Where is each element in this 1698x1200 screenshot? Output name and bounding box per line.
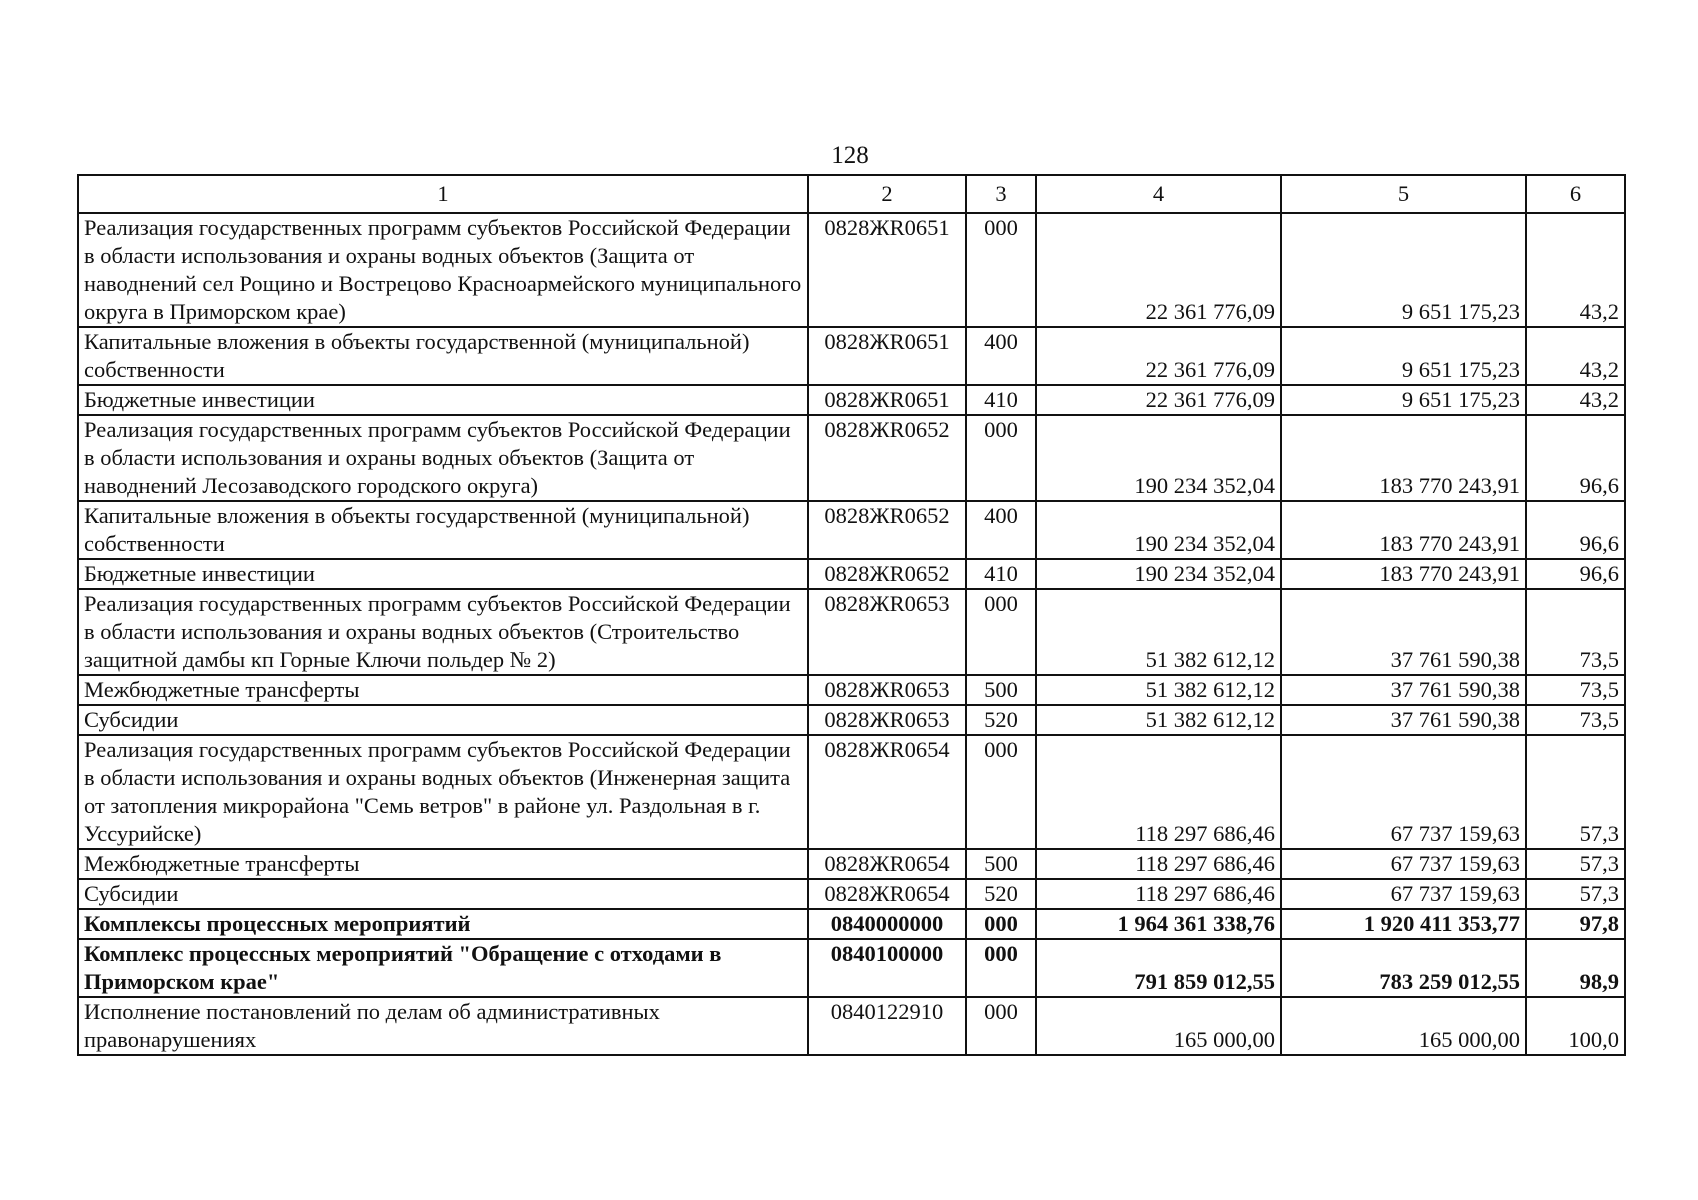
expense-type-code-cell: 520 bbox=[966, 705, 1036, 735]
target-article-code-cell: 0828ЖR0653 bbox=[808, 589, 966, 675]
expense-type-code-cell: 410 bbox=[966, 385, 1036, 415]
executed-amount-cell: 67 737 159,63 bbox=[1281, 849, 1526, 879]
execution-percent-cell: 57,3 bbox=[1526, 849, 1625, 879]
target-article-code-cell: 0828ЖR0651 bbox=[808, 213, 966, 327]
target-article-code-cell: 0840122910 bbox=[808, 997, 966, 1055]
executed-amount-cell: 67 737 159,63 bbox=[1281, 735, 1526, 849]
target-article-code-cell: 0828ЖR0652 bbox=[808, 415, 966, 501]
expense-type-code-cell: 520 bbox=[966, 879, 1036, 909]
executed-amount-cell: 1 920 411 353,77 bbox=[1281, 909, 1526, 939]
row-name-cell: Субсидии bbox=[78, 879, 808, 909]
target-article-code-cell: 0828ЖR0653 bbox=[808, 705, 966, 735]
execution-percent-cell: 97,8 bbox=[1526, 909, 1625, 939]
executed-amount-cell: 783 259 012,55 bbox=[1281, 939, 1526, 997]
row-name-cell: Бюджетные инвестиции bbox=[78, 559, 808, 589]
row-name-cell: Реализация государственных программ субъектов Российской Федерации в области использования и охраны водных объектов (Инженерная защита от затопления микрорайона "Семь ветров" в районе ул. Раздольная в г. Уссурийске) bbox=[78, 735, 808, 849]
planned-amount-cell: 22 361 776,09 bbox=[1036, 327, 1281, 385]
expense-type-code-cell: 000 bbox=[966, 939, 1036, 997]
table-row bbox=[78, 385, 1625, 415]
expense-type-code-cell: 500 bbox=[966, 675, 1036, 705]
table-row bbox=[78, 997, 1625, 1055]
table-row bbox=[78, 849, 1625, 879]
target-article-code-cell: 0828ЖR0652 bbox=[808, 501, 966, 559]
execution-percent-cell: 43,2 bbox=[1526, 213, 1625, 327]
execution-percent-cell: 57,3 bbox=[1526, 879, 1625, 909]
planned-amount-cell: 22 361 776,09 bbox=[1036, 213, 1281, 327]
row-name-cell: Реализация государственных программ субъектов Российской Федерации в области использования и охраны водных объектов (Строительство защитной дамбы кп Горные Ключи польдер № 2) bbox=[78, 589, 808, 675]
planned-amount-cell: 190 234 352,04 bbox=[1036, 415, 1281, 501]
execution-percent-cell: 96,6 bbox=[1526, 501, 1625, 559]
execution-percent-cell: 57,3 bbox=[1526, 735, 1625, 849]
executed-amount-cell: 37 761 590,38 bbox=[1281, 705, 1526, 735]
target-article-code-cell: 0840000000 bbox=[808, 909, 966, 939]
executed-amount-cell: 165 000,00 bbox=[1281, 997, 1526, 1055]
table-row bbox=[78, 705, 1625, 735]
table-row bbox=[78, 675, 1625, 705]
row-name-cell: Реализация государственных программ субъектов Российской Федерации в области использования и охраны водных объектов (Защита от наводнений сел Рощино и Вострецово Красноармейского муниципального округа в Приморском крае) bbox=[78, 213, 808, 327]
execution-percent-cell: 73,5 bbox=[1526, 675, 1625, 705]
execution-percent-cell: 96,6 bbox=[1526, 415, 1625, 501]
table-row bbox=[78, 415, 1625, 501]
target-article-code-cell: 0828ЖR0654 bbox=[808, 735, 966, 849]
table-row bbox=[78, 559, 1625, 589]
column-number-2: 2 bbox=[808, 175, 966, 213]
expense-type-code-cell: 410 bbox=[966, 559, 1036, 589]
executed-amount-cell: 183 770 243,91 bbox=[1281, 501, 1526, 559]
expense-type-code-cell: 000 bbox=[966, 997, 1036, 1055]
row-name-cell: Комплексы процессных мероприятий bbox=[78, 909, 808, 939]
execution-percent-cell: 73,5 bbox=[1526, 589, 1625, 675]
executed-amount-cell: 9 651 175,23 bbox=[1281, 213, 1526, 327]
row-name-cell: Капитальные вложения в объекты государственной (муниципальной) собственности bbox=[78, 501, 808, 559]
table-row bbox=[78, 909, 1625, 939]
execution-percent-cell: 43,2 bbox=[1526, 385, 1625, 415]
table-row bbox=[78, 213, 1625, 327]
executed-amount-cell: 183 770 243,91 bbox=[1281, 559, 1526, 589]
table-row bbox=[78, 939, 1625, 997]
expense-type-code-cell: 000 bbox=[966, 909, 1036, 939]
column-number-5: 5 bbox=[1281, 175, 1526, 213]
executed-amount-cell: 183 770 243,91 bbox=[1281, 415, 1526, 501]
expense-type-code-cell: 000 bbox=[966, 589, 1036, 675]
row-name-cell: Межбюджетные трансферты bbox=[78, 849, 808, 879]
row-name-cell: Субсидии bbox=[78, 705, 808, 735]
target-article-code-cell: 0828ЖR0654 bbox=[808, 849, 966, 879]
target-article-code-cell: 0828ЖR0651 bbox=[808, 385, 966, 415]
execution-percent-cell: 96,6 bbox=[1526, 559, 1625, 589]
target-article-code-cell: 0840100000 bbox=[808, 939, 966, 997]
planned-amount-cell: 1 964 361 338,76 bbox=[1036, 909, 1281, 939]
executed-amount-cell: 37 761 590,38 bbox=[1281, 675, 1526, 705]
row-name-cell: Капитальные вложения в объекты государственной (муниципальной) собственности bbox=[78, 327, 808, 385]
execution-percent-cell: 73,5 bbox=[1526, 705, 1625, 735]
expense-type-code-cell: 400 bbox=[966, 501, 1036, 559]
planned-amount-cell: 22 361 776,09 bbox=[1036, 385, 1281, 415]
row-name-cell: Реализация государственных программ субъектов Российской Федерации в области использования и охраны водных объектов (Защита от наводнений Лесозаводского городского округа) bbox=[78, 415, 808, 501]
planned-amount-cell: 51 382 612,12 bbox=[1036, 705, 1281, 735]
target-article-code-cell: 0828ЖR0654 bbox=[808, 879, 966, 909]
column-number-row bbox=[78, 175, 1625, 213]
target-article-code-cell: 0828ЖR0653 bbox=[808, 675, 966, 705]
executed-amount-cell: 67 737 159,63 bbox=[1281, 879, 1526, 909]
expense-type-code-cell: 500 bbox=[966, 849, 1036, 879]
column-number-1: 1 bbox=[78, 175, 808, 213]
expense-type-code-cell: 000 bbox=[966, 213, 1036, 327]
execution-percent-cell: 98,9 bbox=[1526, 939, 1625, 997]
planned-amount-cell: 51 382 612,12 bbox=[1036, 675, 1281, 705]
execution-percent-cell: 43,2 bbox=[1526, 327, 1625, 385]
column-number-4: 4 bbox=[1036, 175, 1281, 213]
row-name-cell: Межбюджетные трансферты bbox=[78, 675, 808, 705]
table-row bbox=[78, 327, 1625, 385]
expense-type-code-cell: 000 bbox=[966, 415, 1036, 501]
expense-type-code-cell: 000 bbox=[966, 735, 1036, 849]
table-row bbox=[78, 879, 1625, 909]
table-row bbox=[78, 735, 1625, 849]
planned-amount-cell: 51 382 612,12 bbox=[1036, 589, 1281, 675]
planned-amount-cell: 118 297 686,46 bbox=[1036, 735, 1281, 849]
table-row bbox=[78, 501, 1625, 559]
row-name-cell: Бюджетные инвестиции bbox=[78, 385, 808, 415]
budget-table bbox=[77, 174, 1626, 1056]
table-row bbox=[78, 589, 1625, 675]
row-name-cell: Исполнение постановлений по делам об административных правонарушениях bbox=[78, 997, 808, 1055]
expense-type-code-cell: 400 bbox=[966, 327, 1036, 385]
planned-amount-cell: 190 234 352,04 bbox=[1036, 501, 1281, 559]
row-name-cell: Комплекс процессных мероприятий "Обращение с отходами в Приморском крае" bbox=[78, 939, 808, 997]
target-article-code-cell: 0828ЖR0652 bbox=[808, 559, 966, 589]
target-article-code-cell: 0828ЖR0651 bbox=[808, 327, 966, 385]
column-number-3: 3 bbox=[966, 175, 1036, 213]
planned-amount-cell: 190 234 352,04 bbox=[1036, 559, 1281, 589]
executed-amount-cell: 37 761 590,38 bbox=[1281, 589, 1526, 675]
planned-amount-cell: 165 000,00 bbox=[1036, 997, 1281, 1055]
executed-amount-cell: 9 651 175,23 bbox=[1281, 327, 1526, 385]
execution-percent-cell: 100,0 bbox=[1526, 997, 1625, 1055]
column-number-6: 6 bbox=[1526, 175, 1625, 213]
executed-amount-cell: 9 651 175,23 bbox=[1281, 385, 1526, 415]
page-number: 128 bbox=[831, 142, 869, 169]
planned-amount-cell: 791 859 012,55 bbox=[1036, 939, 1281, 997]
planned-amount-cell: 118 297 686,46 bbox=[1036, 849, 1281, 879]
planned-amount-cell: 118 297 686,46 bbox=[1036, 879, 1281, 909]
